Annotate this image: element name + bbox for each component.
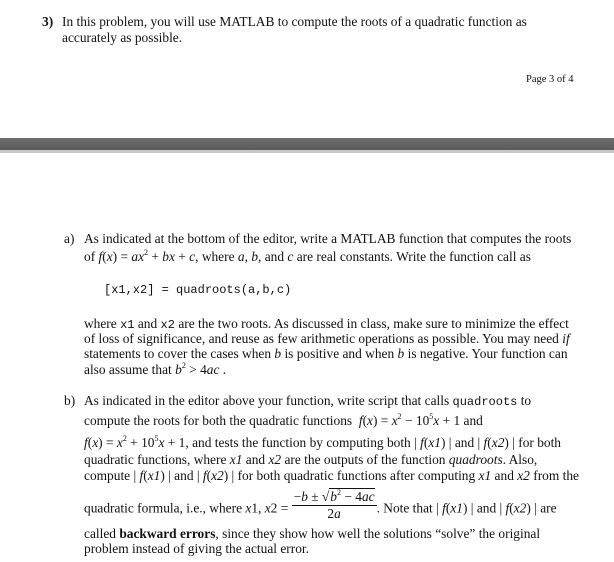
part-b-line4: quadratic functions, where x1 and x2 are the outputs of the function quadroots. Also, (84, 452, 538, 467)
problem-intro-line1: In this problem, you will use MATLAB to compute the roots of a quadratic function as (62, 14, 527, 29)
part-b-line2: compute the roots for both the quadratic functions $f(x) = x^2 - 10^5x + 1$ and (84, 412, 483, 428)
part-a-p2-line2: of loss of significance, and reuse as few arithmetic operations as possible. You may need if (84, 331, 570, 346)
part-b-line7: called backward errors, since they show how well the solutions “solve” the original (84, 526, 541, 541)
page-break-divider (0, 138, 614, 150)
problem-intro-line2: accurately as possible. (62, 30, 183, 45)
part-b-line6: quadratic formula, i.e., where x1, x2 = $\frac{-b \pm √b^2 - 4ac}{2a}$ . Note that | f(x1) | and | f(x2) | are (84, 488, 557, 521)
problem-number: 3) (42, 14, 54, 29)
part-a-line2: of $f(x) = ax^2$ + bx + c, where a, b, and c are real constants. Write the function call as (84, 248, 531, 264)
part-a-label: a) (64, 231, 75, 246)
part-b-line8: problem instead of giving the actual error. (84, 541, 309, 556)
part-b-line3: $f(x) = x^2 + 10^5x + 1$, and tests the function by computing both | f(x1) | and | f(x2) | for both (84, 434, 562, 450)
formula-fx: f (98, 249, 103, 264)
part-a-line1: As indicated at the bottom of the editor, write a MATLAB function that computes the roots (84, 231, 572, 246)
part-b-line5: compute | f(x1) | and | f(x2) | for both quadratic functions after computing x1 and x2 from the (84, 468, 579, 483)
part-a-p2-line1: where x1 and x2 are the two roots. As discussed in class, make sure to minimize the effect (84, 316, 569, 332)
function-call-code: [x1,x2] = quadroots(a,b,c) (104, 283, 292, 297)
part-b-label: b) (64, 393, 76, 408)
part-b-line1: As indicated in the editor above your function, write script that calls quadroots to (84, 393, 532, 409)
page-break-shadow (0, 150, 614, 153)
page-number: Page 3 of 4 (526, 74, 574, 85)
part-a-p2-line4: also assume that $b^2 > 4ac$ . (84, 361, 227, 377)
part-a-p2-line3: statements to cover the cases when b is positive and when b is negative. Your function can (84, 346, 568, 361)
backward-errors-term: backward errors (119, 526, 216, 541)
quadratic-formula: $\frac{-b \pm √b^2 - 4ac}{2a}$ (293, 488, 375, 521)
